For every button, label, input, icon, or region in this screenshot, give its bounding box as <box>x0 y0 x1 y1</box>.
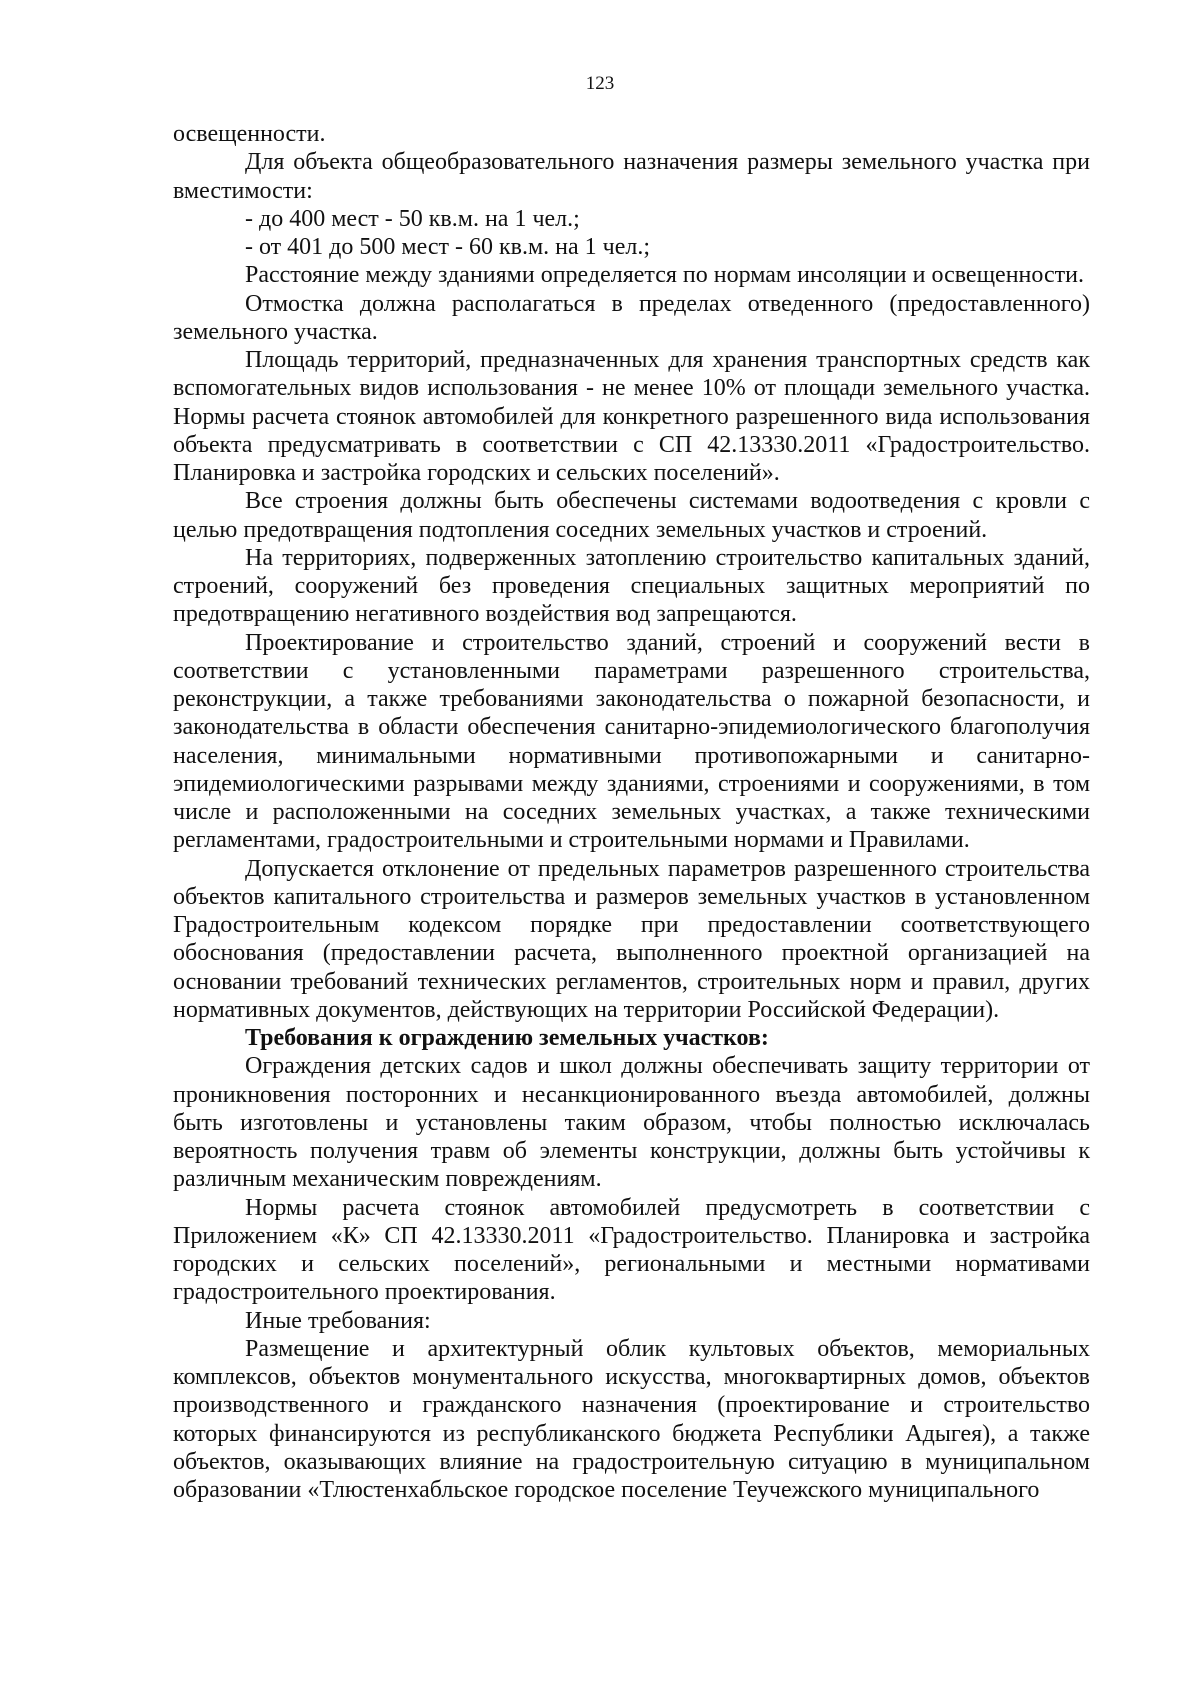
paragraph: Размещение и архитектурный облик культовых объектов, мемориальных комплексов, объектов монументального искусства, многоквартирных домов, объектов производственного и гражданского назначения (проектирование и строительство которых финансируются из республиканского бюджета Республики Адыгея), а также объектов, оказывающих влияние на градостроительную ситуацию в муниципальном образовании «Тлюстенхабльское городское поселение Теучежского муниципального <box>173 1335 1090 1503</box>
paragraph: Допускается отклонение от предельных параметров разрешенного строительства объектов капитального строительства и размеров земельных участков в установленном Градостроительным кодексом порядке при предоставлении соответствующего обоснования (предоставлении расчета, выполненного проектной организацией на основании требований технических регламентов, строительных норм и правил, других нормативных документов, действующих на территории Российской Федерации). <box>173 855 1090 1023</box>
page-number: 123 <box>585 73 615 94</box>
paragraph: На территориях, подверженных затоплению строительство капитальных зданий, строений, сооружений без проведения специальных защитных мероприятий по предотвращению негативного воздействия вод запрещаются. <box>173 544 1090 628</box>
paragraph: Все строения должны быть обеспечены системами водоотведения с кровли с целью предотвращения подтопления соседних земельных участков и строений. <box>173 488 1090 543</box>
list-item: - от 401 до 500 мест - 60 кв.м. на 1 чел.; <box>245 234 650 260</box>
list-item: - до 400 мест - 50 кв.м. на 1 чел.; <box>245 205 580 232</box>
paragraph: Нормы расчета стоянок автомобилей предусмотреть в соответствии с Приложением «К» СП 42.13330.2011 «Градостроительство. Планировка и застройка городских и сельских поселений», региональными и местными нормативами градостроительного проектирования. <box>173 1194 1090 1306</box>
paragraph: Для объекта общеобразовательного назначения размеры земельного участка при вместимости: <box>173 149 1090 204</box>
paragraph: Проектирование и строительство зданий, строений и сооружений вести в соответствии с установленными параметрами разрешенного строительства, реконструкции, а также требованиями законодательства о пожарной безопасности, и законодательства в области обеспечения санитарно-эпидемиологического благополучия населения, минимальными нормативными противопожарными и санитарно-эпидемиологическими разрывами между зданиями, строениями и сооружениями, в том числе и расположенными на соседних земельных участках, а также техническими регламентами, градостроительными и строительными нормами и Правилами. <box>173 629 1090 854</box>
section-heading: Требования к ограждению земельных участков: <box>245 1025 769 1051</box>
paragraph: Иные требования: <box>245 1307 431 1334</box>
paragraph: Отмостка должна располагаться в пределах отведенного (предоставленного) земельного участка. <box>173 290 1090 345</box>
paragraph: Ограждения детских садов и школ должны обеспечивать защиту территории от проникновения посторонних и несанкционированного въезда автомобилей, должны быть изготовлены и установлены таким образом, чтобы полностью исключалась вероятность получения травм об элементы конструкции, должны быть устойчивы к различным механическим повреждениям. <box>173 1053 1090 1193</box>
document-body <box>173 120 1090 1504</box>
paragraph: Площадь территорий, предназначенных для хранения транспортных средств как вспомогательных видов использования - не менее 10% от площади земельного участка. Нормы расчета стоянок автомобилей для конкретного разрешенного вида использования объекта предусматривать в соответствии с СП 42.13330.2011 «Градостроительство. Планировка и застройка городских и сельских поселений». <box>173 347 1090 486</box>
paragraph: Расстояние между зданиями определяется по нормам инсоляции и освещенности. <box>245 262 1084 289</box>
paragraph: освещенности. <box>173 121 326 147</box>
